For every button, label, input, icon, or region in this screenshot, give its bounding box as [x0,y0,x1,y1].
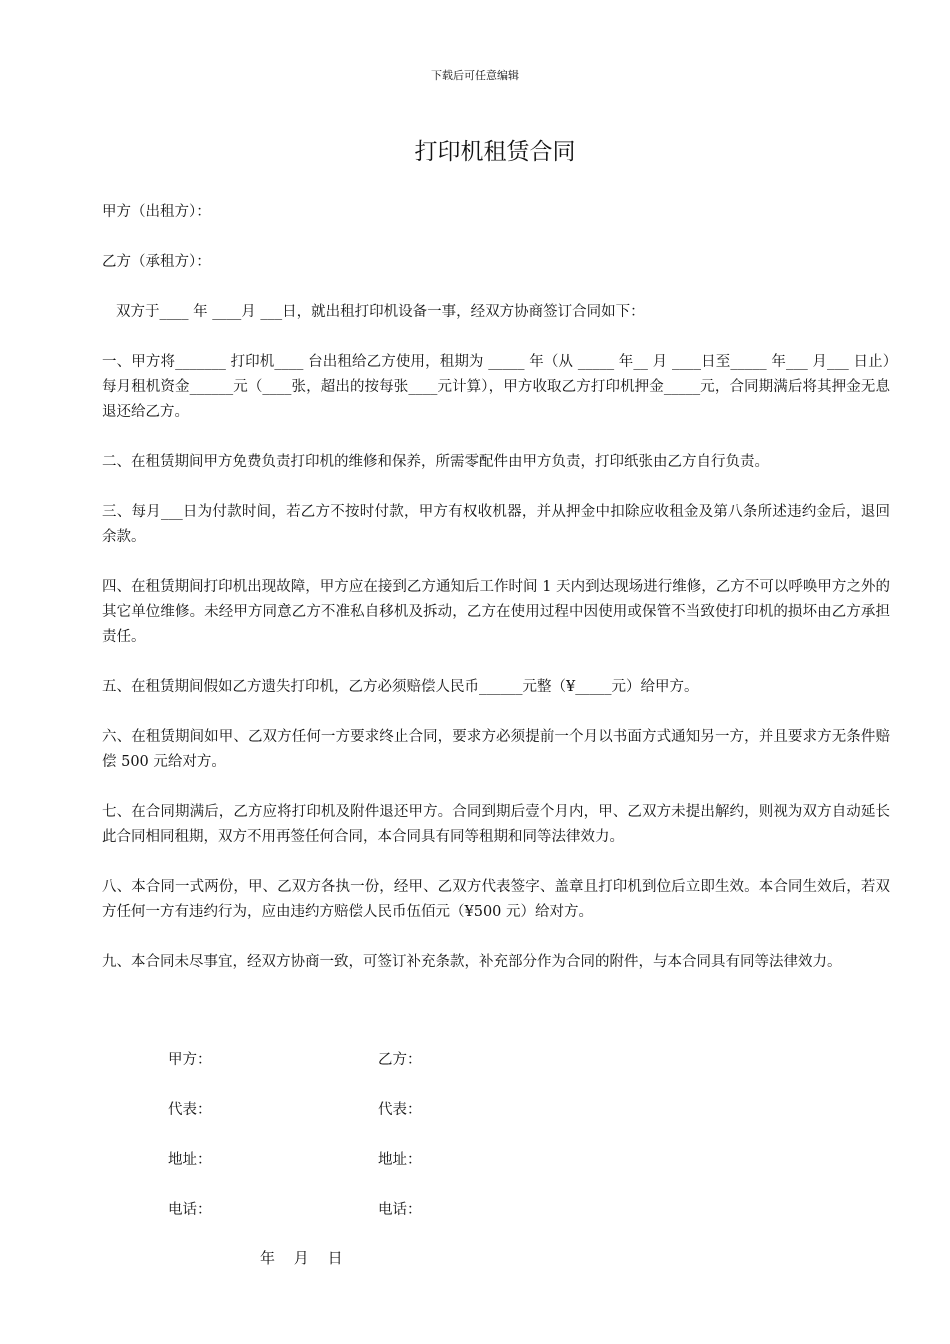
date-line [260,1247,357,1268]
clause-1: 一、甲方将_______ 打印机____ 台出租给乙方使用，租期为 _____ 年（从 _____ 年__ 月 ____日至_____ 年___ 月___ 日止）每月租机资金______元（____张，超出的按每张____元计算），甲方收取乙方打印机押金_____元，合同期满后将其押金无息退还给乙方。 [102,354,890,420]
signature-rep-a: 代表： [168,1102,212,1118]
signature-party-a: 甲方： [168,1052,212,1068]
clause-2: 二、在租赁期间甲方免费负责打印机的维修和保养，所需零配件由甲方负责，打印纸张由乙方自行负责。 [102,454,769,470]
date-month: 月 [293,1249,309,1267]
clause-6: 六、在租赁期间如甲、乙双方任何一方要求终止合同，要求方必须提前一个月以书面方式通知另一方，并且要求方无条件赔偿 500 元给对方。 [102,729,890,770]
clause-5: 五、在租赁期间假如乙方遗失打印机，乙方必须赔偿人民币______元整（¥_____元）给甲方。 [102,679,699,695]
clause-4: 四、在租赁期间打印机出现故障，甲方应在接到乙方通知后工作时间 1 天内到达现场进行维修，乙方不可以呼唤甲方之外的其它单位维修。未经甲方同意乙方不准私自移机及拆动，乙方在使用过程中因使用或保管不当致使打印机的损坏由乙方承担责任。 [102,579,890,645]
signature-party-b: 乙方： [378,1052,422,1068]
signature-address-a: 地址： [168,1152,212,1168]
contract-body [102,200,890,1000]
clause-3: 三、每月___日为付款时间，若乙方不按时付款，甲方有权收机器，并从押金中扣除应收租金及第八条所述违约金后，退回余款。 [102,504,890,545]
clause-9: 九、本合同未尽事宜，经双方协商一致，可签订补充条款，补充部分作为合同的附件，与本合同具有同等法律效力。 [102,954,842,970]
signature-phone-a: 电话： [168,1202,212,1218]
party-b-line: 乙方（承租方）： [102,254,211,270]
document-title: 打印机租赁合同 [414,139,576,165]
signature-address-b: 地址： [378,1152,422,1168]
signature-rep-b: 代表： [378,1102,422,1118]
clause-7: 七、在合同期满后，乙方应将打印机及附件退还甲方。合同到期后壹个月内，甲、乙双方未提出解约，则视为双方自动延长此合同相同租期，双方不用再签任何合同，本合同具有同等租期和同等法律效力。 [102,804,890,845]
header-note: 下载后可任意编辑 [431,69,519,82]
intro-paragraph: 双方于____ 年 ____月 ___日，就出租打印机设备一事，经双方协商签订合同如下： [116,304,645,320]
date-year: 年 [260,1249,276,1267]
clause-8: 八、本合同一式两份，甲、乙双方各执一份，经甲、乙双方代表签字、盖章且打印机到位后立即生效。本合同生效后，若双方任何一方有违约行为，应由违约方赔偿人民币伍佰元（¥500 元）给对方。 [102,879,890,920]
signature-phone-b: 电话： [378,1202,422,1218]
date-day: 日 [327,1249,343,1267]
party-a-line: 甲方（出租方）： [102,204,211,220]
